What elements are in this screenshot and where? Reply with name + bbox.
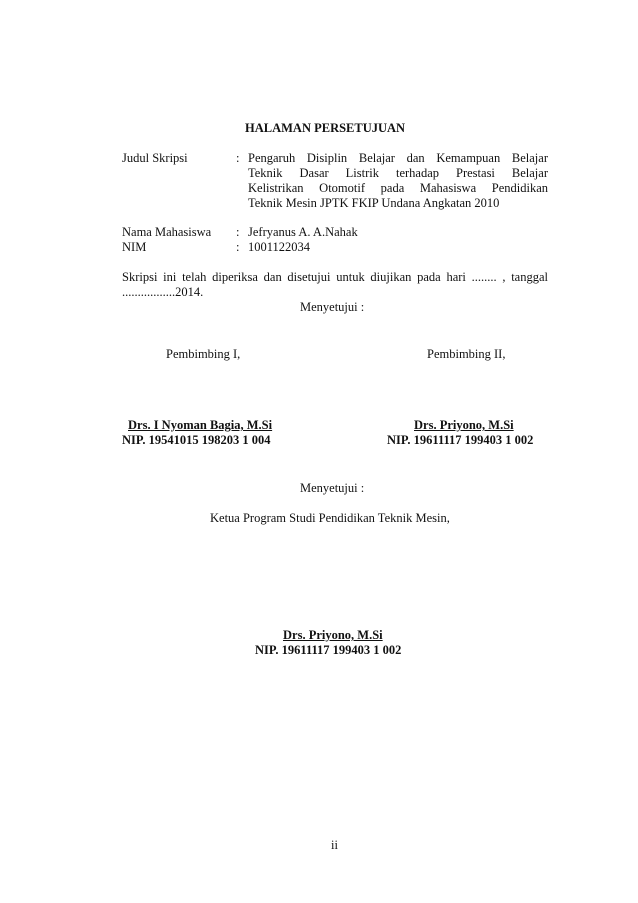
page-title: HALAMAN PERSETUJUAN — [245, 121, 406, 135]
judul-line-4: Teknik Mesin JPTK FKIP Undana Angkatan 2010 — [248, 196, 500, 210]
approval-label-2: Menyetujui : — [300, 481, 365, 495]
judul-line-2: Teknik Dasar Listrik terhadap Prestasi Belajar — [248, 166, 548, 180]
ketua-name: Drs. Priyono, M.Si — [283, 628, 383, 642]
statement-line-1: Skripsi ini telah diperiksa dan disetujui untuk diujikan pada hari ........ , tanggal — [122, 270, 548, 284]
nim-value: 1001122034 — [248, 240, 311, 254]
approval-label-1: Menyetujui : — [300, 300, 365, 314]
nama-value: Jefryanus A. A.Nahak — [248, 225, 358, 239]
pembimbing-2-name: Drs. Priyono, M.Si — [414, 418, 514, 432]
nama-label: Nama Mahasiswa — [122, 225, 212, 239]
judul-colon: : — [236, 151, 240, 165]
ketua-nip: NIP. 19611117 199403 1 002 — [255, 643, 402, 657]
judul-label: Judul Skripsi — [122, 151, 188, 165]
judul-line-3: Kelistrikan Otomotif pada Mahasiswa Pendidikan — [248, 181, 548, 195]
pembimbing-2-nip: NIP. 19611117 199403 1 002 — [387, 433, 534, 447]
statement-line-2: .................2014. — [122, 285, 204, 299]
pembimbing-1-nip: NIP. 19541015 198203 1 004 — [122, 433, 271, 447]
pembimbing-2-title: Pembimbing II, — [427, 347, 506, 361]
page-number: ii — [331, 838, 338, 852]
nim-label: NIM — [122, 240, 147, 254]
judul-line-1: Pengaruh Disiplin Belajar dan Kemampuan Belajar — [248, 151, 548, 165]
ketua-title: Ketua Program Studi Pendidikan Teknik Mesin, — [210, 511, 450, 525]
nim-colon: : — [236, 240, 240, 254]
nama-colon: : — [236, 225, 240, 239]
pembimbing-1-title: Pembimbing I, — [166, 347, 241, 361]
pembimbing-1-name: Drs. I Nyoman Bagia, M.Si — [128, 418, 273, 432]
